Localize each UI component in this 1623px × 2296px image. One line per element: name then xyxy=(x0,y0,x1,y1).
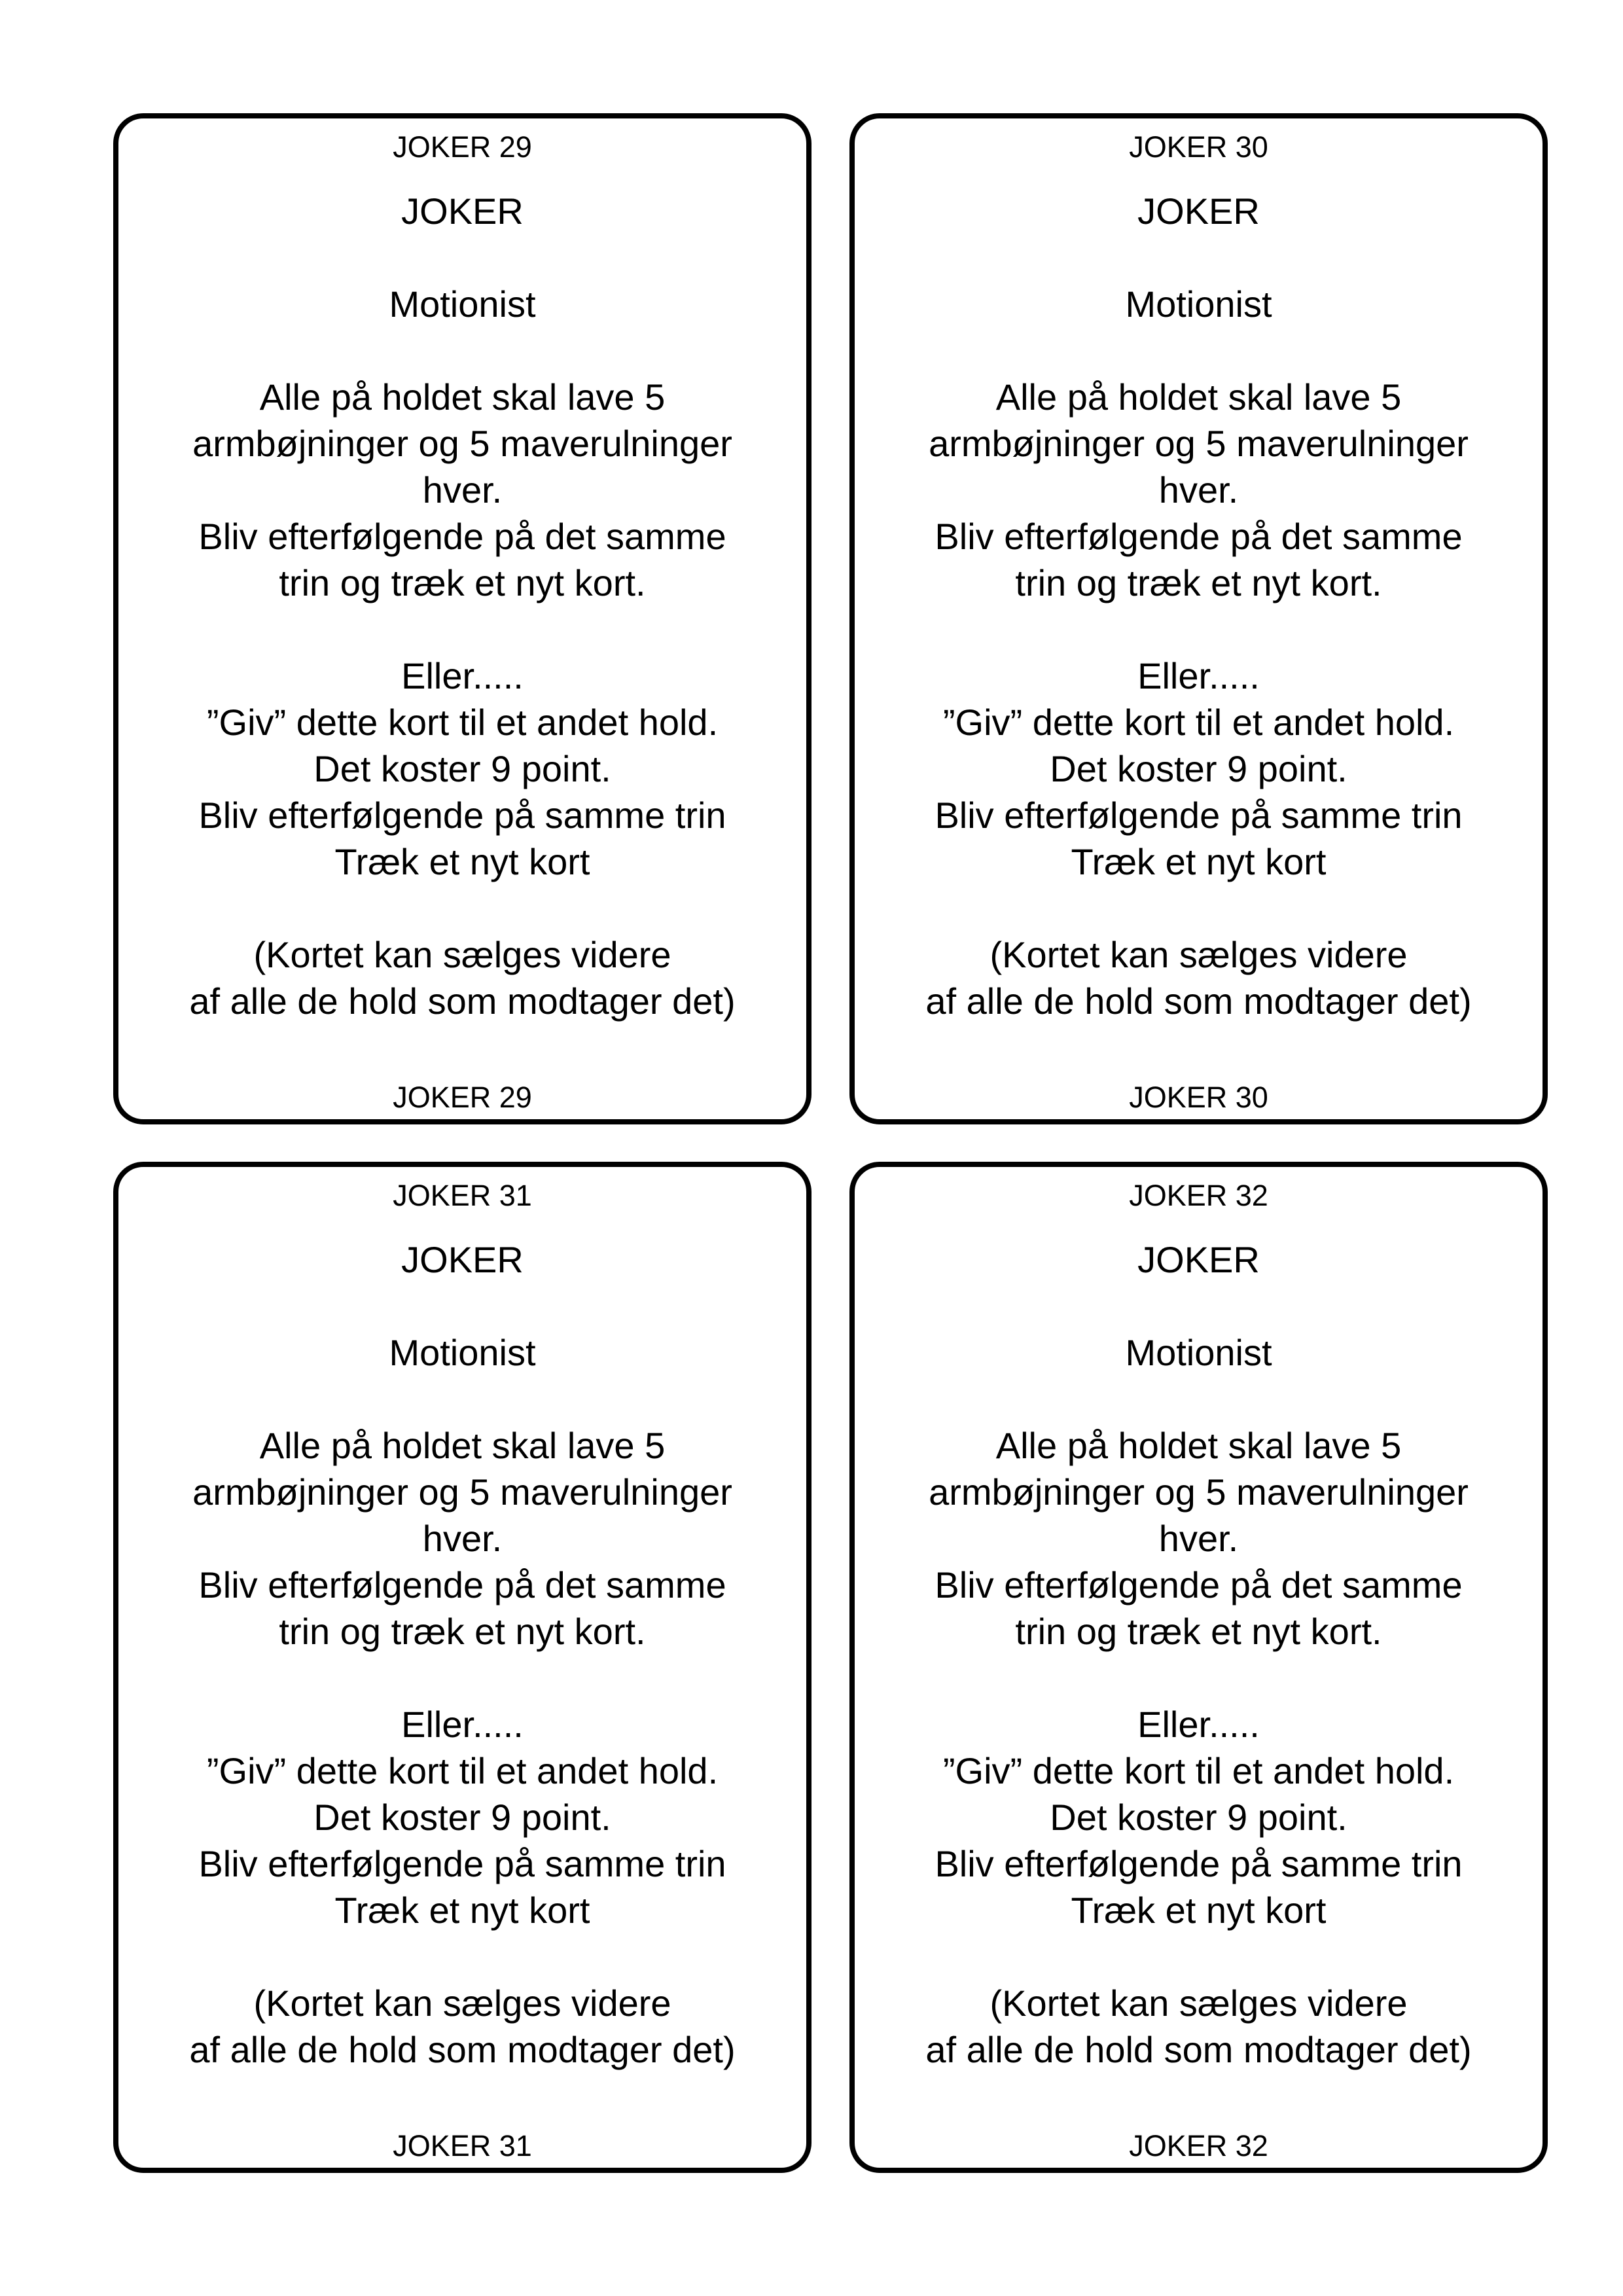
alt-line: ”Giv” dette kort til et andet hold. xyxy=(942,1750,1455,1791)
task-line: trin og træk et nyt kort. xyxy=(279,1611,646,1652)
card-code-top: JOKER 32 xyxy=(1129,1179,1268,1212)
alt-line: Det koster 9 point. xyxy=(1050,1797,1347,1838)
joker-card xyxy=(113,1162,812,2173)
card-category: Motionist xyxy=(1125,1332,1272,1373)
joker-card xyxy=(113,113,812,1124)
task-line: armbøjninger og 5 maverulninger xyxy=(192,1471,732,1513)
alt-line: Træk et nyt kort xyxy=(334,841,590,882)
card-body xyxy=(132,188,793,1024)
task-line: Alle på holdet skal lave 5 xyxy=(259,376,666,418)
spacer xyxy=(868,1283,1529,1329)
alt-line: Det koster 9 point. xyxy=(313,1797,611,1838)
card-heading: JOKER xyxy=(401,190,524,232)
note-line: (Kortet kan sælges videre xyxy=(990,1982,1408,2024)
card-body xyxy=(132,1236,793,2073)
note-line: (Kortet kan sælges videre xyxy=(253,1982,671,2024)
joker-card xyxy=(849,113,1548,1124)
card-category: Motionist xyxy=(389,1332,536,1373)
card-code-top: JOKER 29 xyxy=(393,130,532,164)
spacer xyxy=(132,234,793,281)
spacer xyxy=(868,327,1529,374)
alt-line: Det koster 9 point. xyxy=(1050,748,1347,789)
spacer xyxy=(132,885,793,931)
alt-line: Eller..... xyxy=(1137,1704,1260,1745)
alt-line: ”Giv” dette kort til et andet hold. xyxy=(206,702,719,743)
alt-line: ”Giv” dette kort til et andet hold. xyxy=(206,1750,719,1791)
alt-line: ”Giv” dette kort til et andet hold. xyxy=(942,702,1455,743)
task-line: hver. xyxy=(422,1518,503,1559)
spacer xyxy=(868,1933,1529,1980)
task-line: hver. xyxy=(422,469,503,511)
task-line: armbøjninger og 5 maverulninger xyxy=(192,423,732,464)
spacer xyxy=(132,327,793,374)
card-body xyxy=(868,1236,1529,2073)
alt-line: Eller..... xyxy=(1137,655,1260,696)
alt-line: Bliv efterfølgende på samme trin xyxy=(935,1843,1463,1884)
note-line: af alle de hold som modtager det) xyxy=(189,2029,736,2070)
card-category: Motionist xyxy=(1125,283,1272,325)
task-line: Alle på holdet skal lave 5 xyxy=(259,1425,666,1466)
task-line: Bliv efterfølgende på det samme xyxy=(935,516,1463,557)
spacer xyxy=(868,1376,1529,1422)
note-line: (Kortet kan sælges videre xyxy=(253,934,671,975)
spacer xyxy=(132,1283,793,1329)
card-heading: JOKER xyxy=(401,1239,524,1280)
alt-line: Eller..... xyxy=(401,655,524,696)
card-code-bottom: JOKER 30 xyxy=(1129,1081,1268,1114)
spacer xyxy=(868,606,1529,653)
spacer xyxy=(132,1376,793,1422)
note-line: af alle de hold som modtager det) xyxy=(925,980,1472,1022)
card-code-bottom: JOKER 29 xyxy=(393,1081,532,1114)
card-category: Motionist xyxy=(389,283,536,325)
spacer xyxy=(868,885,1529,931)
alt-line: Eller..... xyxy=(401,1704,524,1745)
alt-line: Det koster 9 point. xyxy=(313,748,611,789)
alt-line: Træk et nyt kort xyxy=(334,1890,590,1931)
spacer xyxy=(868,234,1529,281)
note-line: af alle de hold som modtager det) xyxy=(189,980,736,1022)
spacer xyxy=(868,1655,1529,1701)
spacer xyxy=(132,606,793,653)
alt-line: Træk et nyt kort xyxy=(1071,841,1327,882)
note-line: af alle de hold som modtager det) xyxy=(925,2029,1472,2070)
alt-line: Bliv efterfølgende på samme trin xyxy=(198,795,726,836)
card-code-bottom: JOKER 31 xyxy=(393,2129,532,2162)
task-line: Bliv efterfølgende på det samme xyxy=(198,516,726,557)
note-line: (Kortet kan sælges videre xyxy=(990,934,1408,975)
task-line: armbøjninger og 5 maverulninger xyxy=(929,423,1469,464)
task-line: trin og træk et nyt kort. xyxy=(1015,1611,1382,1652)
task-line: Bliv efterfølgende på det samme xyxy=(198,1564,726,1605)
task-line: Alle på holdet skal lave 5 xyxy=(995,376,1402,418)
task-line: hver. xyxy=(1158,1518,1239,1559)
card-heading: JOKER xyxy=(1137,190,1260,232)
spacer xyxy=(132,1933,793,1980)
task-line: trin og træk et nyt kort. xyxy=(279,562,646,603)
card-code-top: JOKER 31 xyxy=(393,1179,532,1212)
alt-line: Bliv efterfølgende på samme trin xyxy=(198,1843,726,1884)
card-code-bottom: JOKER 32 xyxy=(1129,2129,1268,2162)
task-line: hver. xyxy=(1158,469,1239,511)
task-line: trin og træk et nyt kort. xyxy=(1015,562,1382,603)
alt-line: Træk et nyt kort xyxy=(1071,1890,1327,1931)
task-line: Alle på holdet skal lave 5 xyxy=(995,1425,1402,1466)
task-line: Bliv efterfølgende på det samme xyxy=(935,1564,1463,1605)
card-code-top: JOKER 30 xyxy=(1129,130,1268,164)
card-body xyxy=(868,188,1529,1024)
task-line: armbøjninger og 5 maverulninger xyxy=(929,1471,1469,1513)
spacer xyxy=(132,1655,793,1701)
card-heading: JOKER xyxy=(1137,1239,1260,1280)
joker-card xyxy=(849,1162,1548,2173)
alt-line: Bliv efterfølgende på samme trin xyxy=(935,795,1463,836)
